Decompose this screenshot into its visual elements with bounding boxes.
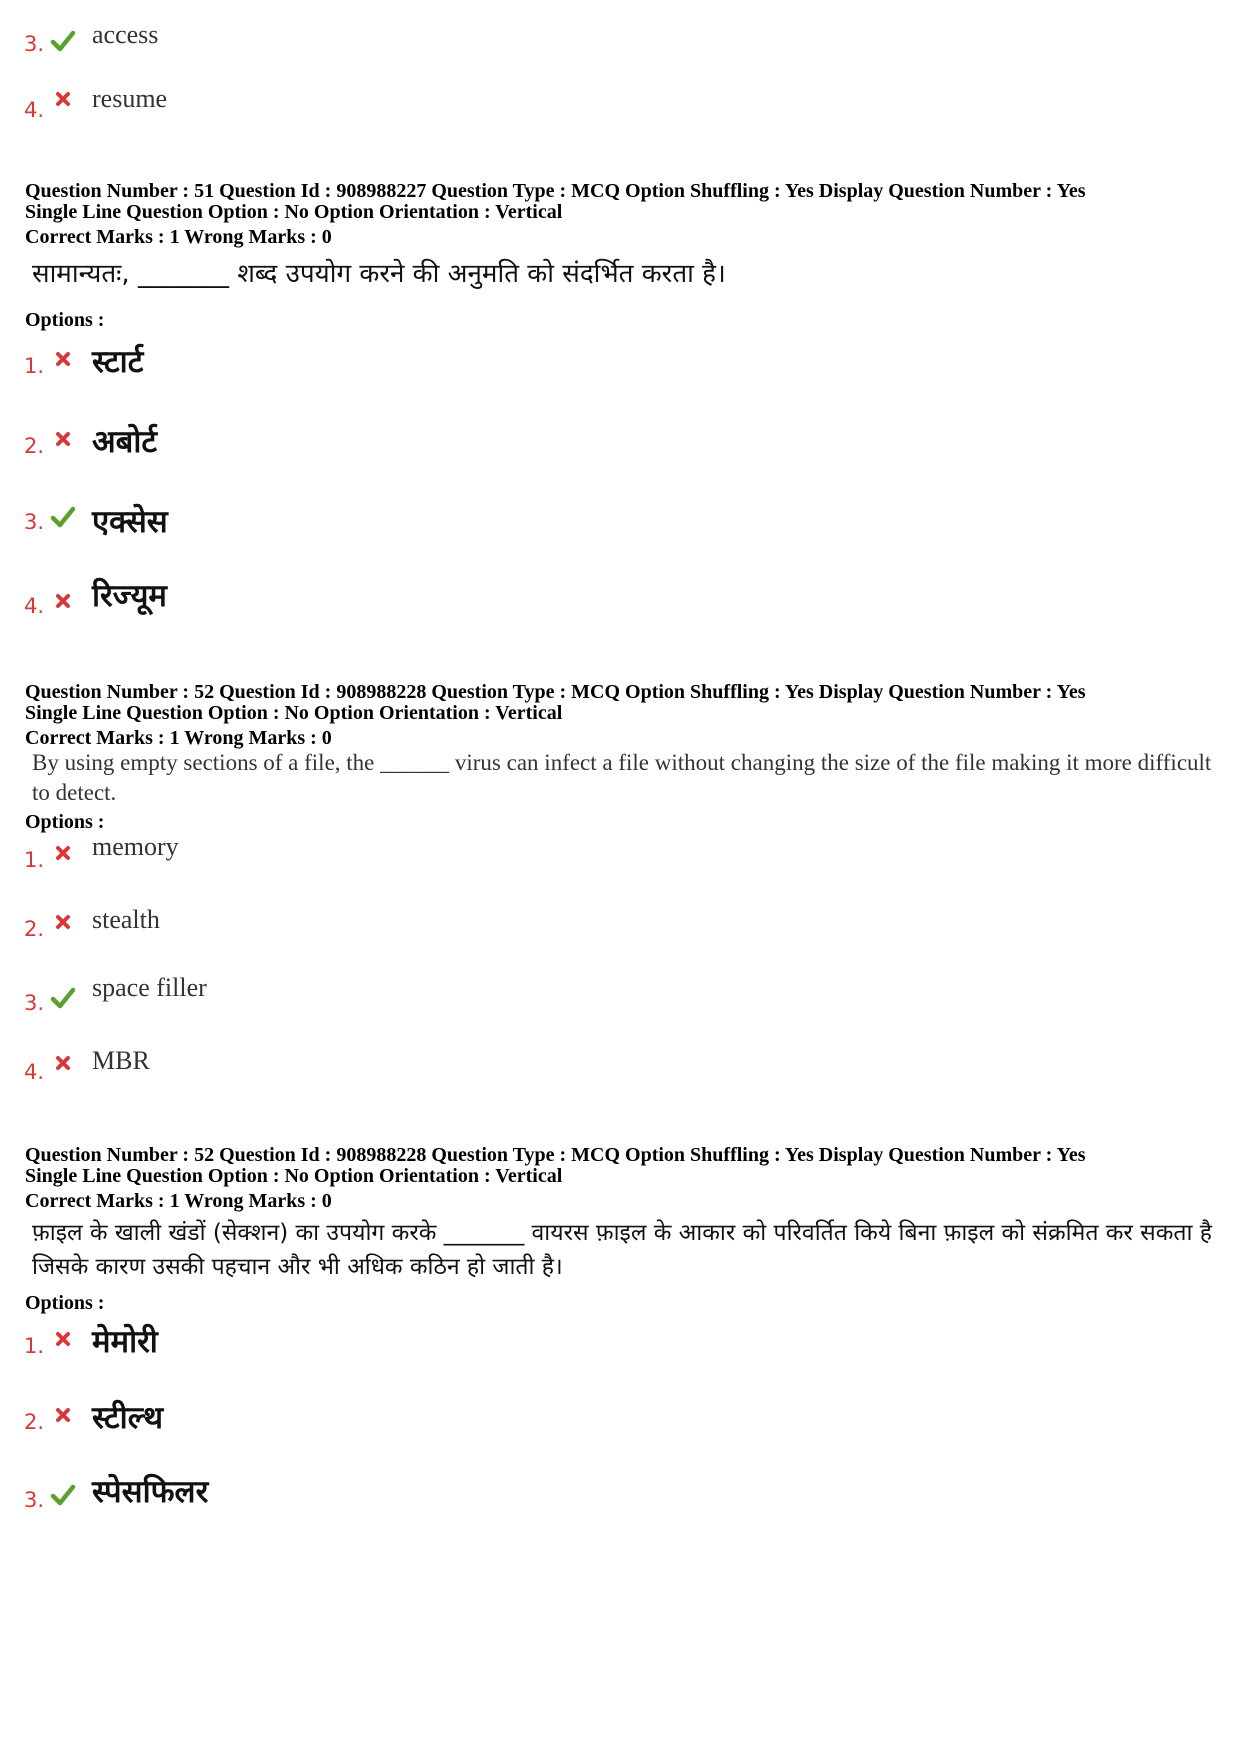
option-text: अबोर्ट [92,424,158,460]
option-number: 4. [24,98,45,122]
question-marks: Correct Marks : 1 Wrong Marks : 0 [25,1190,332,1212]
question-meta-options: Single Line Question Option : No Option Orientation : Vertical [25,702,563,724]
question-text: By using empty sections of a file, the ______ virus can infect a file without changing the size of the file making it more difficult to detect. [32,750,1212,805]
option-text: स्पेसफिलर [92,1474,209,1510]
wrong-cross-icon [50,1402,76,1428]
wrong-cross-icon [50,86,76,112]
option-text: stealth [92,905,160,934]
correct-check-icon [50,985,76,1011]
correct-check-icon [50,28,76,54]
question-meta: Question Number : 51 Question Id : 908988227 Question Type : MCQ Option Shuffling : Yes Display Question Number : Yes [25,180,1086,202]
option-number: 3. [24,1488,45,1512]
options-label: Options : [25,811,105,833]
option-number: 3. [24,32,45,56]
wrong-cross-icon [50,588,76,614]
wrong-cross-icon [50,426,76,452]
correct-check-icon [50,504,76,530]
option-number: 3. [24,510,45,534]
question-meta: Question Number : 52 Question Id : 908988228 Question Type : MCQ Option Shuffling : Yes Display Question Number : Yes [25,1144,1086,1166]
option-text: MBR [92,1046,150,1075]
option-number: 2. [24,917,45,941]
wrong-cross-icon [50,909,76,935]
option-text: मेमोरी [92,1324,158,1360]
question-text: फ़ाइल के खाली खंडों (सेक्शन) का उपयोग करके _______ वायरस फ़ाइल के आकार को परिवर्तित किये बिना फ़ाइल को संक्रमित कर सकता है जिसके कारण उसकी पहचान और भी अधिक कठिन हो जाती है। [32,1220,1212,1280]
option-number: 1. [24,848,45,872]
options-label: Options : [25,309,105,331]
option-text: memory [92,832,179,861]
option-number: 3. [24,991,45,1015]
option-text: रिज्यूम [92,578,167,614]
option-number: 4. [24,1060,45,1084]
option-text: access [92,20,159,49]
option-number: 1. [24,1334,45,1358]
wrong-cross-icon [50,1050,76,1076]
wrong-cross-icon [50,1326,76,1352]
option-number: 4. [24,594,45,618]
question-text: सामान्यतः, _______ शब्द उपयोग करने की अनुमति को संदर्भित करता है। [32,259,726,289]
option-text: स्टील्थ [92,1400,164,1436]
option-text: resume [92,84,168,113]
question-meta-options: Single Line Question Option : No Option Orientation : Vertical [25,1165,563,1187]
option-number: 2. [24,1410,45,1434]
question-marks: Correct Marks : 1 Wrong Marks : 0 [25,727,332,749]
wrong-cross-icon [50,346,76,372]
options-label: Options : [25,1292,105,1314]
option-number: 2. [24,434,45,458]
question-meta-options: Single Line Question Option : No Option Orientation : Vertical [25,201,563,223]
option-text: स्टार्ट [92,344,144,380]
question-meta: Question Number : 52 Question Id : 908988228 Question Type : MCQ Option Shuffling : Yes Display Question Number : Yes [25,681,1086,703]
option-text: एक्सेस [92,504,168,540]
correct-check-icon [50,1482,76,1508]
wrong-cross-icon [50,840,76,866]
option-number: 1. [24,354,45,378]
question-marks: Correct Marks : 1 Wrong Marks : 0 [25,226,332,248]
option-text: space filler [92,973,207,1002]
